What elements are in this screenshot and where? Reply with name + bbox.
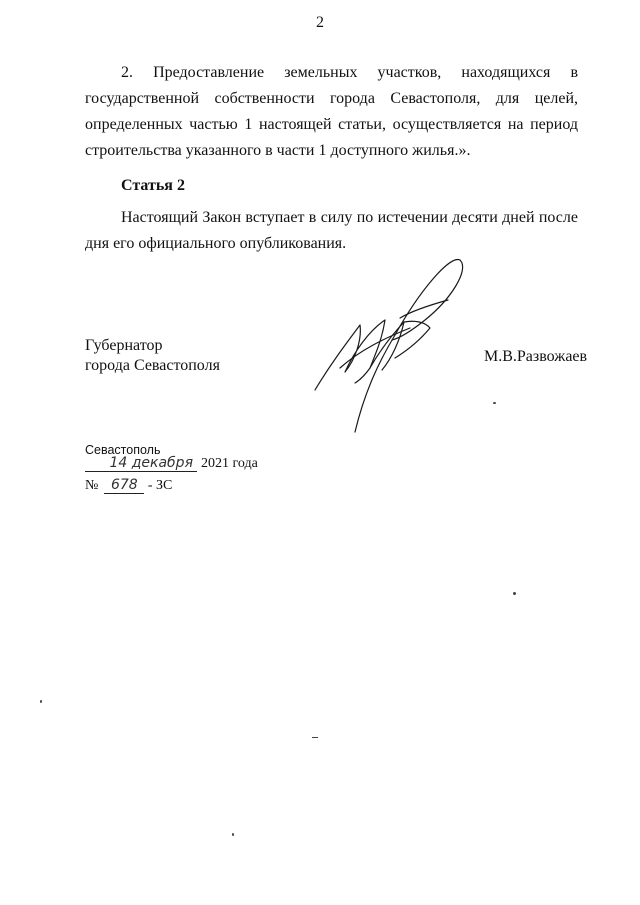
governor-title (85, 336, 220, 376)
scan-speck (513, 592, 516, 595)
law-number (85, 477, 172, 494)
page-number: 2 (316, 14, 324, 31)
handwritten-signature (300, 250, 480, 440)
governor-title-line-2: города Севастополя (85, 357, 220, 374)
date-handwritten: 14 декабря (85, 455, 197, 472)
governor-name: М.В.Развожаев (484, 348, 588, 365)
number-suffix: - ЗС (147, 478, 173, 493)
number-handwritten: 678 (104, 477, 144, 494)
place-of-signing: Севастополь (85, 443, 161, 457)
paragraph-clause-2: 2. Предоставление земельных участков, находящихся в государственной собственности города Севастополя, для целей, определенных частью 1 настоящей статьи, осуществляется на период строительства указанного в части 1 доступного жилья.». (85, 64, 578, 159)
number-prefix: № (85, 478, 99, 493)
date-suffix: 2021 года (201, 456, 258, 471)
scan-speck (312, 737, 318, 738)
scan-speck (40, 700, 42, 703)
scan-speck (493, 402, 496, 404)
governor-title-line-1: Губернатор (85, 337, 163, 354)
article-heading: Статья 2 (121, 177, 185, 194)
scan-speck (232, 833, 234, 836)
signing-date (85, 455, 258, 472)
paragraph-article-2: Настоящий Закон вступает в силу по истечении десяти дней после дня его официального опубликования. (85, 209, 578, 252)
